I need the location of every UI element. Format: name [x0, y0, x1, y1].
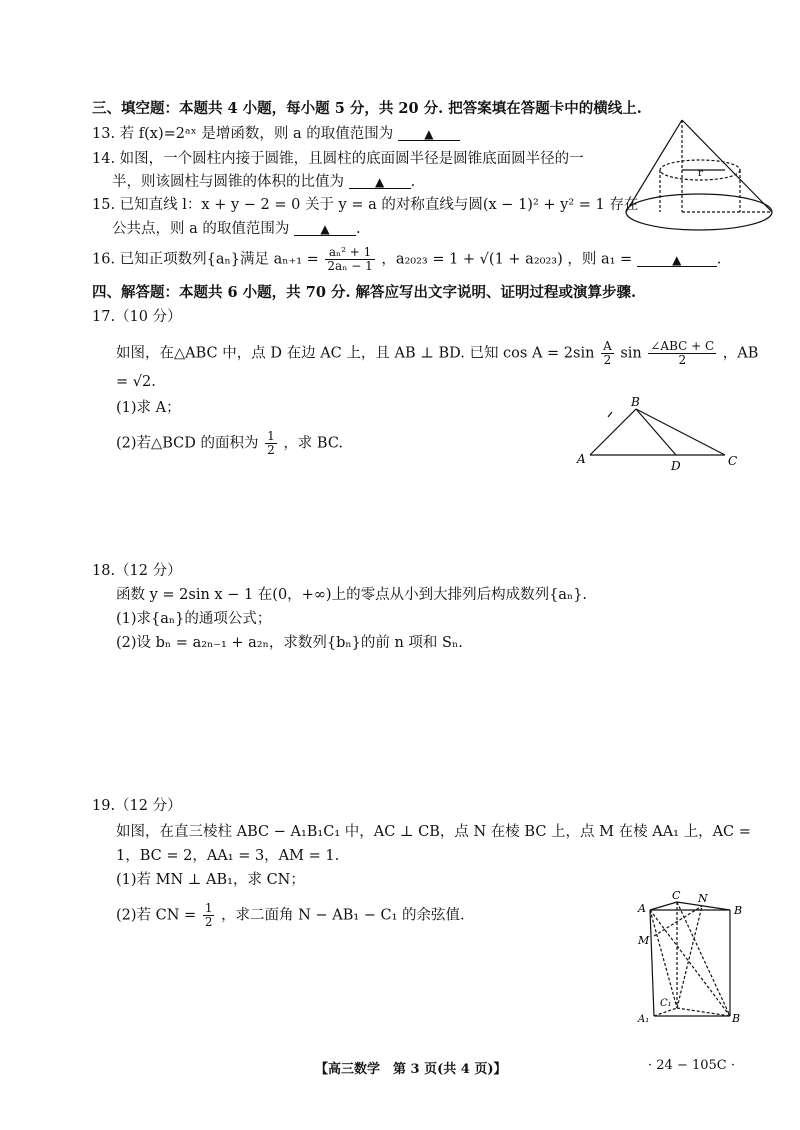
triangle-mark-icon: ▲: [424, 127, 434, 141]
q19-heading: 19.（12 分）: [92, 798, 182, 814]
q17-line2: = √2.: [116, 374, 156, 390]
q16-frac-den: 2aₙ − 1: [327, 259, 373, 273]
q14-answer-blank: [349, 172, 411, 189]
q15-period: .: [355, 221, 361, 237]
q19-p2-text-b: ，求二面角 N − AB₁ − C₁ 的余弦值.: [221, 907, 465, 924]
q17-part1: (1)求 A；: [116, 400, 181, 416]
q17-text-a: 如图，在△ABC 中，点 D 在边 AC 上，且 AB ⊥ BD. 已知 cos A = 2sin: [116, 345, 595, 362]
radius-label: r: [698, 168, 703, 179]
q18-part2: (2)设 bₙ = a₂ₙ₋₁ + a₂ₙ，求数列{bₙ}的前 n 项和 Sₙ.: [116, 635, 463, 651]
q17-text-c: ，AB: [722, 345, 759, 362]
q17-fraction-2: [648, 340, 716, 367]
label-C: C: [728, 454, 738, 468]
triangle-mark-icon: ▲: [320, 222, 330, 236]
label-B: B: [631, 395, 640, 409]
q18-part1: (1)求{aₙ}的通项公式；: [116, 611, 272, 627]
q16-text-a: 16. 已知正项数列{aₙ}满足 aₙ₊₁ =: [92, 251, 319, 268]
q14-text: 半，则该圆柱与圆锥的体积的比值为: [112, 174, 344, 190]
question-16: [92, 246, 721, 273]
prism-label-N: N: [698, 892, 708, 905]
question-14-line1: 14. 如图，一个圆柱内接于圆锥，且圆柱的底面圆半径是圆锥底面圆半径的一: [92, 151, 584, 167]
question-13: [92, 124, 460, 144]
prism-label-B: B: [734, 904, 743, 917]
q16-frac-num: aₙ² + 1: [325, 246, 374, 260]
q15-answer-blank: [294, 219, 356, 236]
q13-answer-blank: [398, 124, 460, 141]
triangle-mark-icon: ▲: [374, 175, 385, 189]
question-15-line1: 15. 已知直线 l：x + y − 2 = 0 关于 y = a 的对称直线与圆(x − 1)² + y² = 1 存在: [92, 197, 639, 213]
q17-f2-den: 2: [678, 353, 687, 367]
prism-label-M: M: [638, 934, 650, 947]
q16-answer-blank: [637, 250, 717, 267]
q19-line2: 1，BC = 2，AA₁ = 3，AM = 1.: [116, 848, 340, 864]
q19-p2-den: 2: [204, 915, 213, 929]
q16-fraction: [325, 246, 374, 273]
q17-f1-den: 2: [603, 353, 612, 367]
q17-part2: [116, 430, 343, 457]
footer-code: · 24 − 105C ·: [648, 1058, 735, 1073]
q17-p2-text-a: (2)若△BCD 的面积为: [116, 435, 259, 452]
prism-label-C1: C₁: [660, 998, 672, 1009]
section-3-header: 三、填空题：本题共 4 小题，每小题 5 分，共 20 分. 把答案填在答题卡中的横线上.: [92, 100, 642, 117]
q17-f2-num: ∠ABC + C: [650, 339, 715, 353]
label-A: A: [577, 452, 586, 466]
q17-f1-num: A: [603, 339, 612, 353]
q17-text-b: sin: [620, 345, 642, 362]
q19-p2-num: 1: [204, 901, 213, 915]
footer-page-info: 【高三数学 第 3 页(共 4 页)】: [315, 1062, 507, 1077]
q17-p2-den: 2: [267, 443, 275, 457]
question-14-line2: [112, 172, 415, 192]
q17-heading: 17.（10 分）: [92, 309, 182, 325]
prism-label-B1: B: [732, 1012, 741, 1025]
q17-line1: [116, 340, 758, 367]
triangle-abc-figure: [570, 395, 750, 475]
question-15-line2: [112, 219, 361, 239]
cone-cylinder-figure: [620, 112, 790, 242]
q15-text: 公共点，则 a 的取值范围为: [112, 221, 290, 237]
q19-p2-text-a: (2)若 CN =: [116, 907, 197, 924]
q16-text-b: ，a₂₀₂₃ =: [381, 251, 445, 268]
q17-p2-fraction: [265, 430, 277, 457]
prism-label-A: A: [638, 902, 646, 915]
q19-part2: [116, 902, 465, 929]
q18-heading: 18.（12 分）: [92, 563, 182, 579]
prism-label-C: C: [672, 889, 681, 902]
q18-line1: 函数 y = 2sin x − 1 在(0，+∞)上的零点从小到大排列后构成数列{aₙ}.: [116, 587, 588, 603]
q17-p2-num: 1: [267, 429, 275, 443]
q19-part1: (1)若 MN ⊥ AB₁，求 CN；: [116, 872, 305, 888]
q16-period: .: [716, 251, 722, 268]
q19-p2-fraction: [203, 902, 215, 929]
q17-p2-text-b: ，求 BC.: [283, 435, 344, 452]
q14-period: .: [410, 174, 416, 190]
q16-sqrt: 1 + √(1 + a₂₀₂₃): [449, 251, 563, 268]
prism-label-A1: A₁: [638, 1014, 650, 1025]
triangle-mark-icon: ▲: [672, 252, 682, 267]
q17-fraction-1: [601, 340, 614, 367]
q16-text-c: ，则 a₁ =: [567, 251, 633, 268]
q13-text: 13. 若 f(x)=2ᵃˣ 是增函数，则 a 的取值范围为: [92, 126, 394, 142]
q19-line1: 如图，在直三棱柱 ABC − A₁B₁C₁ 中，AC ⊥ CB，点 N 在棱 BC 上，点 M 在棱 AA₁ 上，AC =: [116, 824, 751, 840]
section-4-header: 四、解答题：本题共 6 小题，共 70 分. 解答应写出文字说明、证明过程或演算步骤.: [92, 284, 637, 301]
label-D: D: [671, 459, 681, 473]
prism-figure: [632, 888, 772, 1028]
